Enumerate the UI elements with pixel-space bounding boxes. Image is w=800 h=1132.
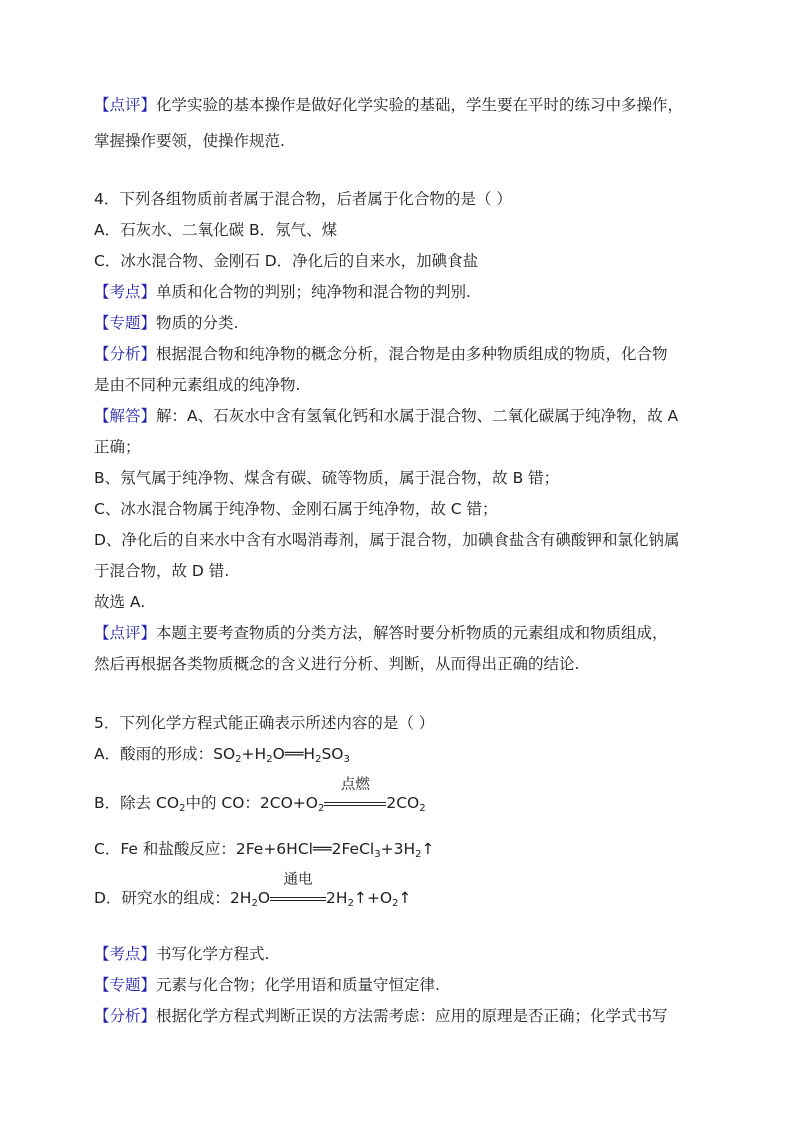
text-line <box>94 343 668 365</box>
section-tag: 【点评】 <box>94 96 157 114</box>
equation-d: $2H_2O$ 通电 $2H_2↑+O_2↑$ <box>230 889 412 907</box>
line-text: B、氖气属于纯净物、煤含有碳、硫等物质，属于混合物，故 B 错； <box>94 469 560 487</box>
option-b-prefix: B．除去 CO <box>94 794 180 812</box>
text-line <box>94 591 145 613</box>
equation-a: $SO_2+H_2O══H_2SO_3$ <box>213 745 350 765</box>
option-b: B．除去 $CO_2$中的 CO：$2CO+O_2$ 点燃 $2CO_2$ <box>94 792 426 814</box>
section-tag: 【专题】 <box>94 314 157 332</box>
text-line <box>94 560 229 582</box>
text-line <box>94 312 238 334</box>
line-text: D、净化后的自来水中含有水喝消毒剂，属于混合物，加碘食盐含有碘酸钾和氯化钠属 <box>94 531 680 549</box>
option-a-prefix: A．酸雨的形成： <box>94 745 214 763</box>
line-text: 元素与化合物；化学用语和质量守恒定律. <box>156 976 440 994</box>
line-text: 正确； <box>94 438 141 456</box>
text-line <box>94 712 434 734</box>
condition-electrolysis: 通电 <box>283 872 313 888</box>
text-line <box>94 281 471 303</box>
section-tag: 【点评】 <box>94 624 157 642</box>
text-line <box>94 130 285 152</box>
text-line <box>94 436 141 458</box>
line-text: 故选 A. <box>94 593 146 611</box>
option-a <box>94 743 350 765</box>
line-text: 是由不同种元素组成的纯净物. <box>94 376 301 394</box>
line-text: 化学实验的基本操作是做好化学实验的基础，学生要在平时的练习中多操作， <box>156 96 684 114</box>
line-text: 书写化学方程式. <box>156 945 270 963</box>
option-c-prefix: C．Fe 和盐酸反应： <box>94 840 236 858</box>
section-tag: 【分析】 <box>94 345 157 363</box>
line-text: C、冰水混合物属于纯净物、金刚石属于纯净物，故 C 错； <box>94 500 498 518</box>
line-text: 本题主要考查物质的分类方法，解答时要分析物质的元素组成和物质组成， <box>156 624 668 642</box>
option-b-mid: 中的 CO： <box>185 794 260 812</box>
section-tag: 【考点】 <box>94 283 157 301</box>
section-tag: 【专题】 <box>94 976 157 994</box>
text-line <box>94 622 668 644</box>
text-line <box>94 653 579 675</box>
equation-b: $2CO+O_2$ 点燃 $2CO_2$ <box>260 794 426 812</box>
section-tag: 【分析】 <box>94 1007 157 1025</box>
section-tag: 【考点】 <box>94 945 157 963</box>
equation-c: $2Fe+6HCl══2FeCl_3+3H_2↑$ <box>235 840 435 860</box>
line-text: 掌握操作要领，使操作规范. <box>94 132 285 150</box>
text-line <box>94 1005 668 1027</box>
text-line <box>94 974 440 996</box>
condition-ignite: 点燃 <box>340 777 370 793</box>
line-text: 解：A、石灰水中含有氢氧化钙和水属于混合物、二氧化碳属于纯净物，故 A <box>156 407 679 425</box>
text-line <box>94 498 498 520</box>
line-text: 5．下列化学方程式能正确表示所述内容的是（ ） <box>94 714 435 732</box>
option-c <box>94 838 434 860</box>
text-line <box>94 374 300 396</box>
line-text: 4．下列各组物质前者属于混合物，后者属于化合物的是（ ） <box>94 190 512 208</box>
line-text: 根据化学方程式判断正误的方法需考虑：应用的原理是否正确；化学式书写 <box>156 1007 668 1025</box>
text-line <box>94 529 679 551</box>
line-text: 单质和化合物的判别；纯净物和混合物的判别. <box>156 283 471 301</box>
text-line <box>94 94 683 116</box>
option-d-prefix: D．研究水的组成： <box>94 889 230 907</box>
line-text: C．冰水混合物、金刚石 D．净化后的自来水，加碘食盐 <box>94 252 479 270</box>
option-d <box>94 872 412 909</box>
text-line <box>94 250 478 272</box>
text-line <box>94 219 337 241</box>
text-line <box>94 467 559 489</box>
line-text: A．石灰水、二氧化碳 B．氖气、煤 <box>94 221 338 239</box>
section-tag: 【解答】 <box>94 407 157 425</box>
line-text: 于混合物，故 D 错. <box>94 562 230 580</box>
text-line <box>94 943 269 965</box>
text-line <box>94 405 678 427</box>
line-text: 物质的分类. <box>156 314 239 332</box>
text-line <box>94 188 512 210</box>
line-text: 然后再根据各类物质概念的含义进行分析、判断，从而得出正确的结论. <box>94 655 580 673</box>
line-text: 根据混合物和纯净物的概念分析，混合物是由多种物质组成的物质，化合物 <box>156 345 668 363</box>
